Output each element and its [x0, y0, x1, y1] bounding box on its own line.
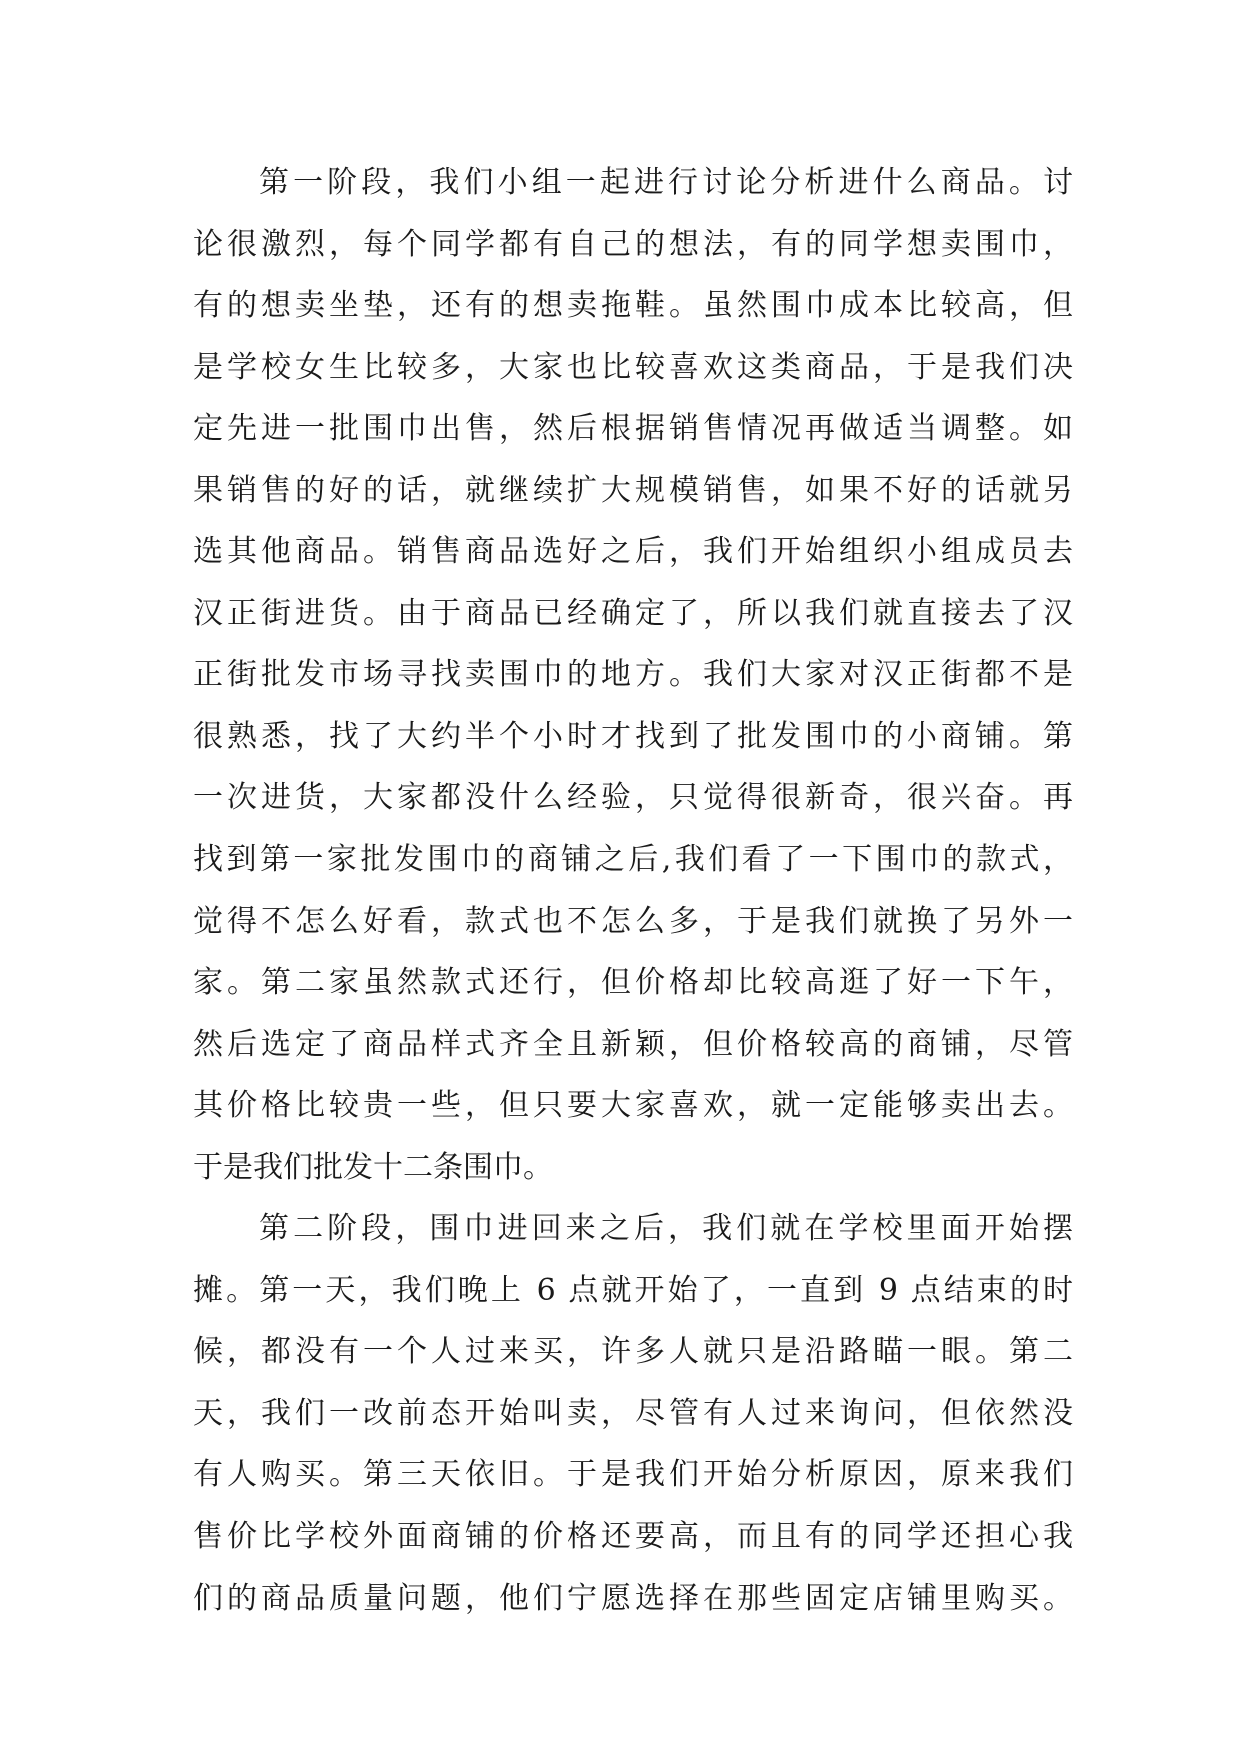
- text-line: 论很激烈，每个同学都有自己的想法，有的同学想卖围巾，: [193, 226, 1073, 262]
- text-line: 第一阶段，我们小组一起进行讨论分析进什么商品。讨: [259, 165, 1073, 200]
- text-line: 正街批发市场寻找卖围巾的地方。我们大家对汉正街都不是: [193, 657, 1073, 693]
- text-line: 第二阶段，围巾进回来之后，我们就在学校里面开始摆: [259, 1211, 1073, 1247]
- text-line: 找到第一家批发围巾的商铺之后,我们看了一下围巾的款式，: [193, 842, 1073, 878]
- text-line: 售价比学校外面商铺的价格还要高，而且有的同学还担心我: [193, 1519, 1073, 1555]
- text-line: 很熟悉，找了大约半个小时才找到了批发围巾的小商铺。第: [193, 718, 1073, 754]
- text-line: 定先进一批围巾出售，然后根据销售情况再做适当调整。如: [193, 411, 1073, 447]
- text-line: 选其他商品。销售商品选好之后，我们开始组织小组成员去: [193, 534, 1073, 570]
- text-line: 候，都没有一个人过来买，许多人就只是沿路瞄一眼。第二: [193, 1334, 1073, 1370]
- body-text: [193, 152, 1073, 1629]
- text-line: 有人购买。第三天依旧。于是我们开始分析原因，原来我们: [193, 1457, 1073, 1493]
- text-line: 汉正街进货。由于商品已经确定了，所以我们就直接去了汉: [193, 595, 1073, 631]
- text-line: 家。第二家虽然款式还行，但价格却比较高逛了好一下午，: [193, 965, 1073, 1001]
- text-line: 天，我们一改前态开始叫卖，尽管有人过来询问，但依然没: [193, 1395, 1073, 1431]
- paragraph-stage-two: [193, 1198, 1073, 1629]
- text-line: 觉得不怎么好看，款式也不怎么多，于是我们就换了另外一: [193, 903, 1073, 939]
- text-line: 一次进货，大家都没什么经验，只觉得很新奇，很兴奋。再: [193, 780, 1073, 816]
- text-line: 们的商品质量问题，他们宁愿选择在那些固定店铺里购买。: [193, 1580, 1073, 1616]
- text-line: 有的想卖坐垫，还有的想卖拖鞋。虽然围巾成本比较高，但: [193, 288, 1073, 324]
- text-line: 是学校女生比较多，大家也比较喜欢这类商品，于是我们决: [193, 349, 1073, 385]
- text-line: 于是我们批发十二条围巾。: [193, 1149, 553, 1185]
- text-line: 然后选定了商品样式齐全且新颖，但价格较高的商铺，尽管: [193, 1026, 1073, 1062]
- paragraph-stage-one: [193, 152, 1073, 1198]
- text-line: 摊。第一天，我们晚上 6 点就开始了，一直到 9 点结束的时: [193, 1272, 1073, 1308]
- text-line: 果销售的好的话，就继续扩大规模销售，如果不好的话就另: [193, 472, 1073, 508]
- text-line: 其价格比较贵一些，但只要大家喜欢，就一定能够卖出去。: [193, 1088, 1073, 1124]
